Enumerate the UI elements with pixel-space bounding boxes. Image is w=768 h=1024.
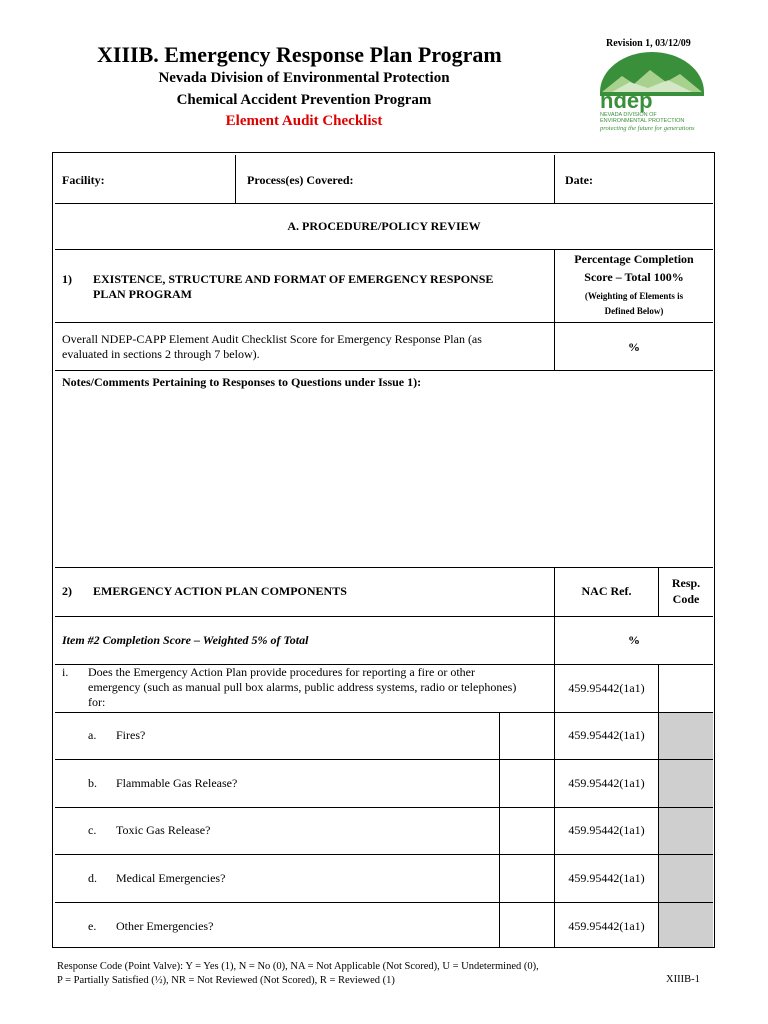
- subitem-ref: 459.95442(1a1): [568, 728, 645, 742]
- subitem-ref: 459.95442(1a1): [568, 871, 645, 885]
- overall-score-value: %: [628, 340, 640, 354]
- revision-label: Revision 1, 03/12/09: [606, 38, 691, 49]
- item2-score-label: Item #2 Completion Score – Weighted 5% of Total: [62, 633, 309, 647]
- question-number: i.: [62, 665, 69, 679]
- page-title: XIIIB. Emergency Response Plan Program: [97, 42, 502, 67]
- subitem-letter: b.: [88, 776, 97, 790]
- agency-name: Nevada Division of Environmental Protection: [158, 70, 450, 86]
- date-label: Date:: [565, 173, 593, 187]
- legend-line1: Response Code (Point Valve): Y = Yes (1), N = No (0), NA = Not Applicable (Not Scored), U = Undetermined (0),: [57, 961, 539, 972]
- subitem-text: Medical Emergencies?: [116, 871, 226, 885]
- facility-label: Facility:: [62, 173, 105, 187]
- resp-code-shaded: [659, 713, 713, 947]
- response-code-legend: [57, 960, 539, 988]
- section-a-title: A. PROCEDURE/POLICY REVIEW: [287, 219, 481, 233]
- subitem-ref: 459.95442(1a1): [568, 776, 645, 790]
- logo-line1: NEVADA DIVISION OF: [600, 112, 657, 118]
- logo-line2: ENVIRONMENTAL PROTECTION: [600, 118, 685, 124]
- question-line2: emergency (such as manual pull box alarms, public address systems, radio or telephones): [88, 680, 517, 694]
- question-line1: Does the Emergency Action Plan provide procedures for reporting a fire or other: [88, 665, 475, 679]
- resp-header-line1: Resp.: [671, 576, 701, 590]
- subitem-text: Fires?: [116, 728, 146, 742]
- subitem-letter: c.: [88, 823, 97, 837]
- notes-label: Notes/Comments Pertaining to Responses to Questions under Issue 1):: [62, 375, 422, 389]
- checklist-name: Element Audit Checklist: [225, 113, 383, 129]
- score-header-line1: Percentage Completion: [574, 252, 694, 266]
- item2-title: EMERGENCY ACTION PLAN COMPONENTS: [93, 584, 347, 598]
- subitem-letter: e.: [88, 919, 97, 933]
- checklist-table: [55, 155, 713, 947]
- item1-title-line1: EXISTENCE, STRUCTURE AND FORMAT OF EMERGENCY RESPONSE: [93, 272, 494, 286]
- item2-score-value: %: [628, 633, 640, 647]
- logo-tagline: protecting the future for generations: [600, 125, 695, 132]
- item1-number: 1): [62, 272, 72, 286]
- subitem-ref: 459.95442(1a1): [568, 919, 645, 933]
- page-number: XIIIB-1: [666, 974, 700, 985]
- logo-wordmark: ndep: [600, 88, 653, 113]
- item2-number: 2): [62, 584, 72, 598]
- question-line3: for:: [88, 695, 106, 709]
- subitem-text: Other Emergencies?: [116, 919, 214, 933]
- ndep-logo: [592, 52, 712, 136]
- nac-ref-header: NAC Ref.: [581, 584, 632, 598]
- subitem-letter: a.: [88, 728, 97, 742]
- program-name: Chemical Accident Prevention Program: [176, 92, 432, 108]
- subitem-ref: 459.95442(1a1): [568, 823, 645, 837]
- overall-score-line1: Overall NDEP-CAPP Element Audit Checklist Score for Emergency Response Plan (as: [62, 332, 482, 346]
- resp-header-line2: Code: [672, 592, 700, 606]
- process-label: Process(es) Covered:: [247, 173, 354, 187]
- score-header-line2: Score – Total 100%: [584, 270, 684, 284]
- score-note-line2: Defined Below): [604, 306, 664, 316]
- subitem-text: Toxic Gas Release?: [116, 823, 211, 837]
- legend-line2: P = Partially Satisfied (½), NR = Not Reviewed (Not Scored), R = Reviewed (1): [57, 975, 395, 986]
- subitem-letter: d.: [88, 871, 97, 885]
- item1-title-line2: PLAN PROGRAM: [93, 287, 192, 301]
- score-note-line1: (Weighting of Elements is: [584, 291, 684, 301]
- question-ref: 459.95442(1a1): [568, 681, 645, 695]
- subitem-text: Flammable Gas Release?: [116, 776, 238, 790]
- overall-score-line2: evaluated in sections 2 through 7 below).: [62, 347, 260, 361]
